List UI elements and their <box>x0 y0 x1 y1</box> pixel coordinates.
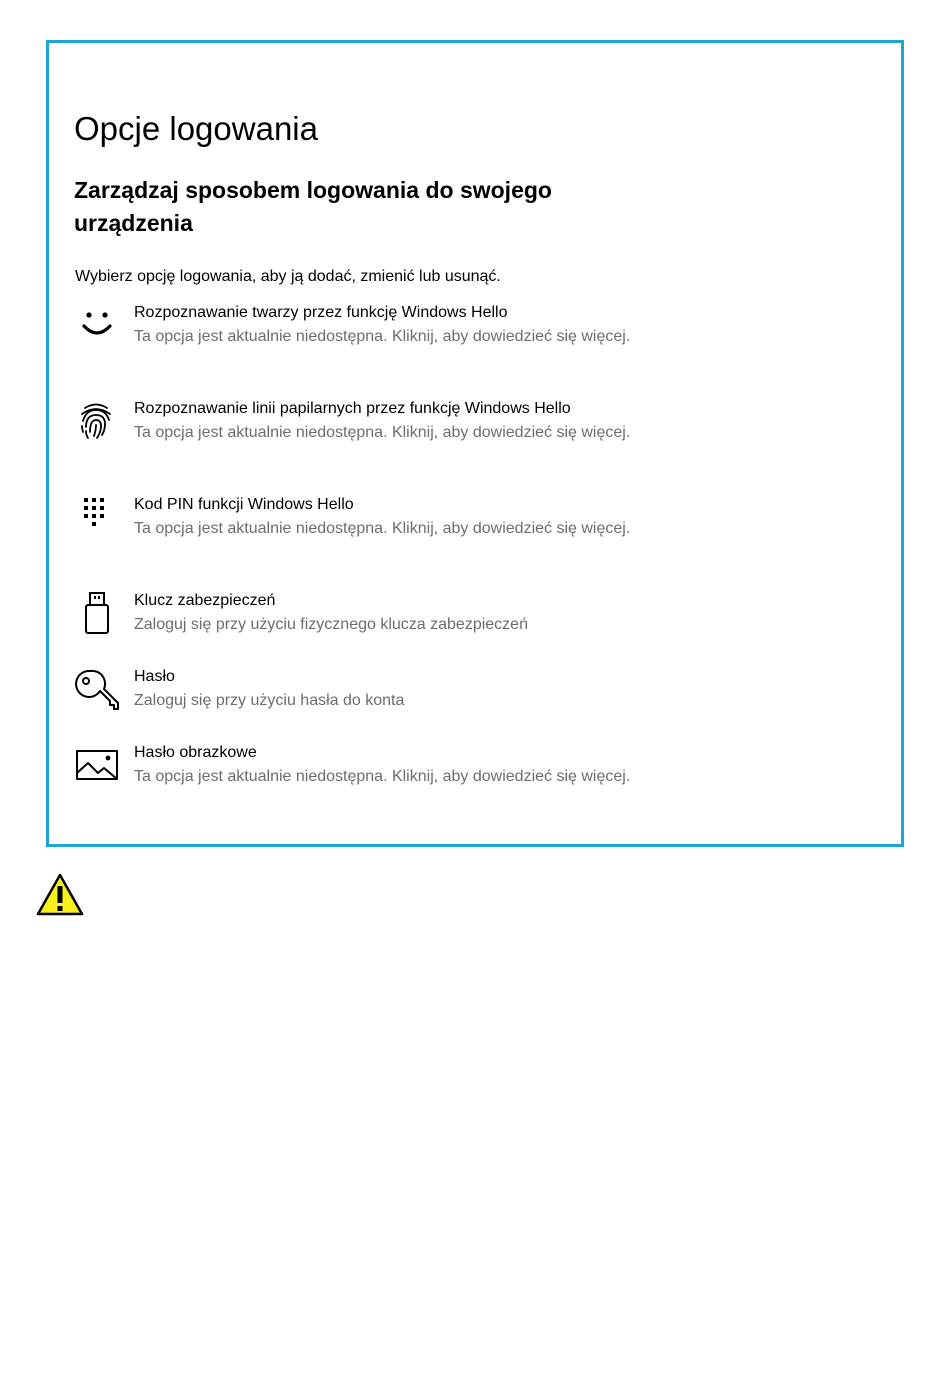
option-title: Kod PIN funkcji Windows Hello <box>134 496 354 513</box>
section-title: Zarządzaj sposobem logowania do swojego urządzenia <box>74 177 552 236</box>
page-title: Opcje logowania <box>74 110 318 147</box>
option-title: Hasło <box>134 668 175 685</box>
option-title: Hasło obrazkowe <box>134 744 257 761</box>
instruction-text: Wybierz opcję logowania, aby ją dodać, zmienić lub usunąć. <box>75 268 501 285</box>
option-description: Ta opcja jest aktualnie niedostępna. Kliknij, aby dowiedzieć się więcej. <box>134 328 631 345</box>
option-title: Klucz zabezpieczeń <box>134 592 276 609</box>
warning-icon <box>36 873 84 917</box>
pin-keypad-icon <box>74 495 120 541</box>
key-icon <box>74 667 120 713</box>
option-description: Ta opcja jest aktualnie niedostępna. Kliknij, aby dowiedzieć się więcej. <box>134 520 631 537</box>
option-title: Rozpoznawanie linii papilarnych przez funkcję Windows Hello <box>134 400 571 417</box>
option-description: Ta opcja jest aktualnie niedostępna. Kliknij, aby dowiedzieć się więcej. <box>134 424 631 441</box>
option-title: Rozpoznawanie twarzy przez funkcję Windows Hello <box>134 304 508 321</box>
option-description: Zaloguj się przy użyciu fizycznego klucza zabezpieczeń <box>134 616 528 633</box>
usb-key-icon <box>74 591 120 637</box>
option-description: Ta opcja jest aktualnie niedostępna. Kliknij, aby dowiedzieć się więcej. <box>134 768 631 785</box>
sign-in-options-panel <box>46 40 904 847</box>
picture-icon <box>74 743 120 789</box>
fingerprint-icon <box>74 399 120 445</box>
face-smile-icon <box>74 303 120 349</box>
option-description: Zaloguj się przy użyciu hasła do konta <box>134 692 405 709</box>
